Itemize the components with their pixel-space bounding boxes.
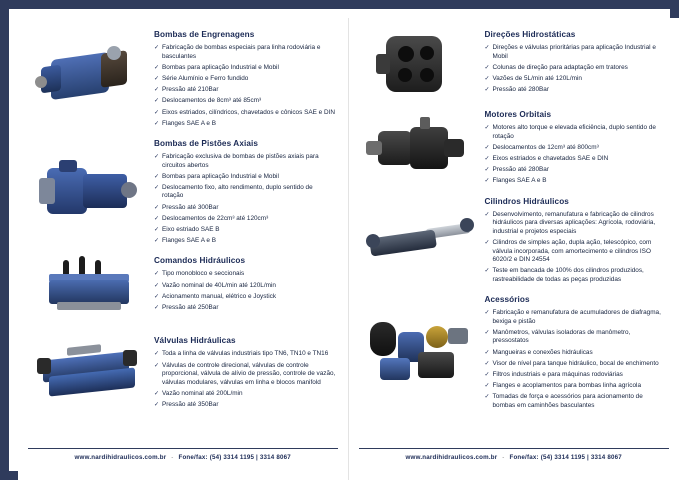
hydraulic-cylinder-image (359, 195, 481, 288)
feature-list (154, 153, 336, 246)
list-item: ✓ Tomadas de força e acessórios para acionamento de bombas em caminhões basculantes (485, 393, 668, 410)
list-item: ✓ Pressão até 250Bar (154, 304, 336, 313)
accessories-image (359, 293, 481, 413)
section-heading: Motores Orbitais (484, 110, 552, 119)
list-item: ✓ Fabricação exclusiva de bombas de pistões axiais para circuitos abertos (154, 153, 336, 170)
list-item: ✓ Flanges SAE A e B (154, 120, 336, 129)
orbital-motor-image (359, 108, 481, 189)
steering-unit-image (359, 28, 481, 102)
section-heading: Cilindros Hidráulicos (484, 196, 569, 206)
section-heading: Acessórios (484, 295, 530, 305)
footer-separator: - (171, 454, 174, 461)
section-axial-piston-pumps (28, 137, 336, 249)
feature-list (154, 270, 336, 312)
list-item: ✓ Manômetros, válvulas isoladoras de manômetro, pressostatos (485, 329, 668, 346)
directional-valve-image (28, 334, 150, 412)
footer-website[interactable]: www.nardihidraulicos.com.br (74, 454, 167, 461)
list-item: ✓ Fabricação de bombas especiais para linha rodoviária e basculantes (154, 44, 336, 61)
section-accessories (359, 293, 668, 413)
control-valve-image (28, 254, 150, 328)
list-item: ✓ Eixo estriado SAE B (154, 226, 336, 235)
list-item: ✓ Vazão nominal até 200L/min (154, 390, 336, 399)
gear-pump-text (150, 28, 336, 131)
list-item: ✓ Colunas de direção para adaptação em tratores (485, 64, 668, 73)
list-item: ✓ Vazão nominal de 40L/min até 120L/min (154, 282, 336, 291)
gear-pump-image (28, 28, 150, 131)
axial-piston-pump-photo (33, 156, 145, 230)
list-item: ✓ Vazões de 5L/min até 120L/min (485, 75, 668, 84)
hydraulic-cylinders-text (481, 195, 668, 288)
list-item: ✓ Eixos estriados, cilíndricos, chavetados e cônicos SAE e DIN (154, 109, 336, 118)
list-item: ✓ Flanges SAE A e B (485, 177, 668, 186)
feature-list (154, 44, 336, 128)
footer-website[interactable]: www.nardihidraulicos.com.br (405, 454, 498, 461)
list-item: ✓ Pressão até 280Bar (485, 166, 668, 175)
section-hydraulic-valves (28, 334, 336, 412)
list-item: ✓ Bombas para aplicação Industrial e Mobil (154, 173, 336, 182)
hydrostatic-steering-text (481, 28, 668, 102)
section-heading: Bombas de Pistões Axiais (154, 138, 259, 148)
section-heading: Bombas de Engrenagens (154, 30, 255, 39)
steering-unit-photo (364, 28, 476, 102)
list-item: ✓ Bombas para aplicação Industrial e Mobil (154, 64, 336, 73)
right-page-content (349, 18, 679, 446)
footer-phone: Fone/fax: (54) 3314 1195 | 3314 8067 (509, 454, 622, 461)
list-item: ✓ Visor de nível para tanque hidráulico, bocal de enchimento (485, 360, 668, 369)
footer-separator: - (502, 454, 505, 461)
orbital-motor-photo (364, 111, 476, 185)
section-hydrostatic-steering (359, 28, 668, 102)
axial-piston-pump-text (150, 137, 336, 249)
list-item: ✓ Flanges e acoplamentos para bombas linha agrícola (485, 382, 668, 391)
list-item: ✓ Deslocamento fixo, alto rendimento, duplo sentido de rotação (154, 184, 336, 201)
section-hydraulic-controls (28, 254, 336, 328)
directional-valve-photo (33, 336, 145, 410)
hydraulic-controls-text (150, 254, 336, 328)
list-item: ✓ Mangueiras e conexões hidráulicas (485, 349, 668, 358)
hydraulic-valves-text (150, 334, 336, 412)
monoblock-control-valve-photo (33, 254, 145, 328)
footer-phone: Fone/fax: (54) 3314 1195 | 3314 8067 (178, 454, 291, 461)
list-item: ✓ Direções e válvulas prioritárias para aplicação Industrial e Mobil (485, 44, 668, 61)
catalog-spread (18, 18, 679, 480)
left-page-content (18, 18, 348, 446)
section-gear-pumps (28, 28, 336, 131)
list-item: ✓ Tipo monobloco e seccionais (154, 270, 336, 279)
right-page-footer (359, 448, 670, 474)
section-hydraulic-cylinders (359, 195, 668, 288)
list-item: ✓ Desenvolvimento, remanufatura e fabricação de cilindros hidráulicos para diversas aplicações: Agrícola, rodoviária, industrial e projetos especiais (485, 211, 668, 237)
list-item: ✓ Eixos estriados e chavetados SAE e DIN (485, 155, 668, 164)
axial-piston-pump-image (28, 137, 150, 249)
left-page (18, 18, 349, 480)
list-item: ✓ Teste em bancada de 100% dos cilindros produzidos, rastreabilidade de todas as peças produzidas (485, 267, 668, 284)
list-item: ✓ Pressão até 280Bar (485, 86, 668, 95)
list-item: ✓ Deslocamentos de 8cm³ até 85cm³ (154, 97, 336, 106)
list-item: ✓ Acionamento manual, elétrico e Joystick (154, 293, 336, 302)
list-item: ✓ Série Alumínio e Ferro fundido (154, 75, 336, 84)
section-heading: Válvulas Hidráulicas (154, 336, 236, 346)
list-item: ✓ Pressão até 210Bar (154, 86, 336, 95)
accessories-text (481, 293, 668, 413)
list-item: ✓ Flanges SAE A e B (154, 237, 336, 246)
section-heading: Direções Hidrostáticas (484, 30, 576, 39)
list-item: ✓ Pressão até 350Bar (154, 401, 336, 410)
feature-list (154, 350, 336, 409)
right-page (349, 18, 679, 480)
feature-list (485, 211, 668, 285)
feature-list (485, 309, 668, 411)
list-item: ✓ Motores alto torque e elevada eficiência, duplo sentido de rotação (485, 124, 668, 141)
orbital-motors-text (481, 108, 668, 189)
left-page-footer (28, 448, 338, 474)
section-heading: Comandos Hidráulicos (154, 256, 246, 266)
list-item: ✓ Pressão até 300Bar (154, 204, 336, 213)
hydraulic-cylinder-photo (364, 204, 476, 278)
section-orbital-motors (359, 108, 668, 189)
list-item: ✓ Válvulas de controle direcional, válvulas de controle proporcional, válvula de alívio de pressão, controle de vazão, válvulas modulares, válvulas em linha e blocos manifold (154, 362, 336, 388)
list-item: ✓ Deslocamentos de 22cm³ até 120cm³ (154, 215, 336, 224)
gear-pump-photo (33, 42, 145, 116)
list-item: ✓ Toda a linha de válvulas industriais tipo TN6, TN10 e TN16 (154, 350, 336, 359)
list-item: ✓ Filtros industriais e para máquinas rodoviárias (485, 371, 668, 380)
accessories-photo (364, 316, 476, 390)
feature-list (485, 124, 668, 186)
list-item: ✓ Deslocamentos de 12cm³ até 800cm³ (485, 144, 668, 153)
feature-list (485, 44, 668, 95)
list-item: ✓ Fabricação e remanufatura de acumuladores de diafragma, bexiga e pistão (485, 309, 668, 326)
list-item: ✓ Cilindros de simples ação, dupla ação, telescópico, com válvula incorporada, com amortecimento e cilindros ISO 6020/2 e DIN 24554 (485, 239, 668, 265)
